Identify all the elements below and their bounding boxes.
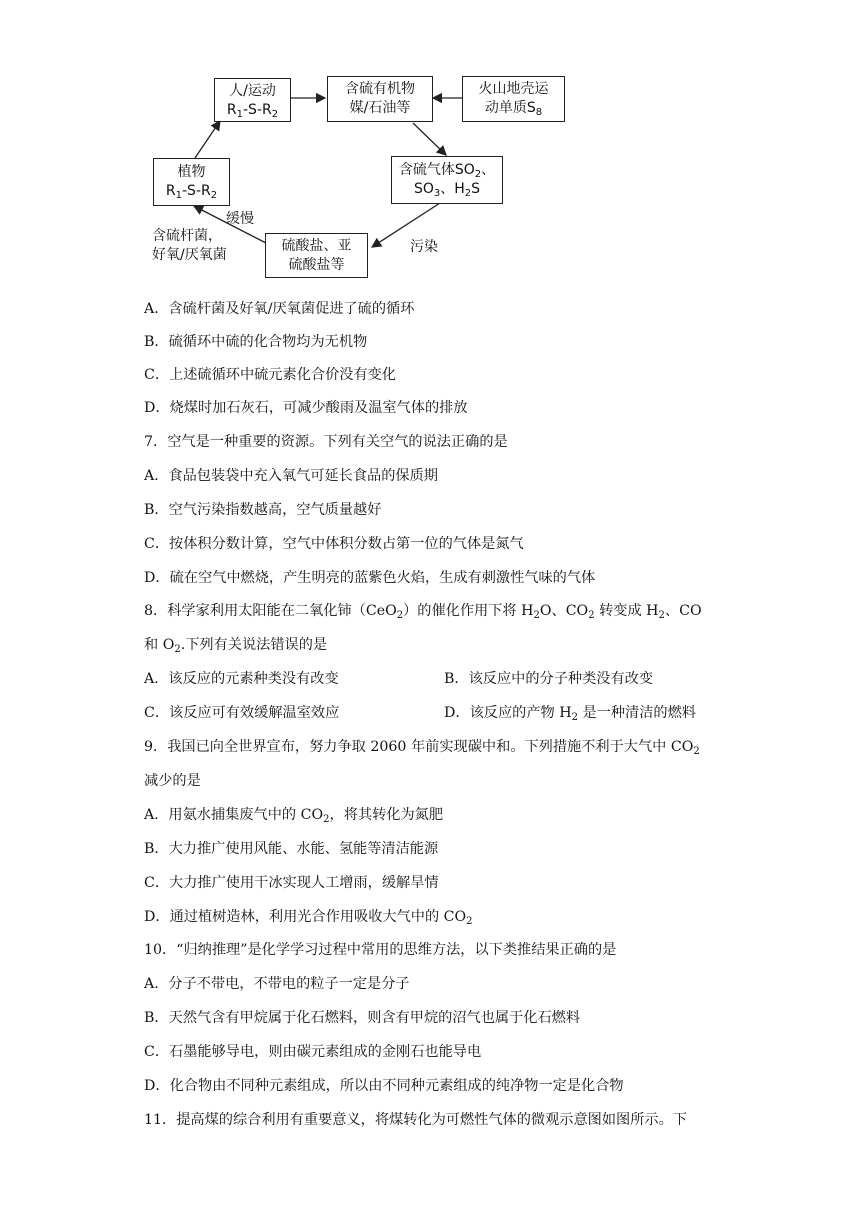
box-human-line1: 人/运动 (229, 83, 276, 99)
q7-stem: 7．空气是一种重要的资源。下列有关空气的说法正确的是 (144, 434, 508, 450)
arrow-organic-to-gas (413, 123, 446, 155)
label-pollution: 污染 (410, 239, 438, 255)
box-volcano (462, 76, 565, 122)
box-plant-line2: $R_1-S-R_2$ (165, 183, 218, 201)
q9-stem-line1: 9．我国已向全世界宣布，努力争取 2060 年前实现碳中和。下列措施不利于大气中 $CO_2$ (144, 739, 700, 757)
q6-option-d: D．烧煤时加石灰石，可减少酸雨及温室气体的排放 (144, 400, 468, 416)
q10-stem: 10．“归纳推理”是化学学习过程中常用的思维方法，以下类推结果正确的是 (144, 942, 617, 958)
q9-option-b: B．大力推广使用风能、水能、氢能等清洁能源 (144, 841, 439, 857)
box-human-line2: $R_1-S-R_2$ (226, 102, 279, 120)
q6-option-b: B．硫循环中硫的化合物均为无机物 (144, 334, 368, 350)
box-volcano-line1: 火山地壳运 (478, 81, 549, 97)
q9-stem-line2: 减少的是 (144, 773, 201, 789)
q10-option-a: A．分子不带电，不带电的粒子一定是分子 (144, 976, 410, 992)
q8-option-c: C．该反应可有效缓解温室效应 (144, 705, 340, 721)
q6-option-a: A．含硫杆菌及好氧/厌氧菌促进了硫的循环 (144, 301, 415, 317)
q10-option-c: C．石墨能够导电，则由碳元素组成的金刚石也能导电 (144, 1044, 482, 1060)
q10-option-b: B．天然气含有甲烷属于化石燃料，则含有甲烷的沼气也属于化石燃料 (144, 1010, 581, 1026)
q7-option-d: D．硫在空气中燃烧，产生明亮的蓝紫色火焰，生成有刺激性气味的气体 (144, 570, 596, 586)
box-sulfate-line2: 硫酸盐等 (288, 257, 345, 273)
box-sulfate-line1: 硫酸盐、亚 (281, 238, 352, 254)
q11-stem: 11．提高煤的综合利用有重要意义，将煤转化为可燃性气体的微观示意图如图所示。下 (144, 1112, 687, 1128)
q9-option-c: C．大力推广使用干冰实现人工增雨，缓解旱情 (144, 875, 439, 891)
q8-option-a: A．该反应的元素种类没有改变 (144, 671, 339, 687)
box-organic-line2: 媒/石油等 (349, 100, 411, 116)
box-sulfate (265, 233, 368, 278)
q8-stem-line2: 和 $O_2$.下列有关说法错误的是 (144, 637, 328, 655)
q7-option-c: C．按体积分数计算，空气中体积分数占第一位的气体是氮气 (144, 536, 524, 552)
q6-option-c: C．上述硫循环中硫元素化合价没有变化 (144, 367, 397, 383)
q8-stem-line1: 8．科学家利用太阳能在二氧化铈（CeO$_2$）的催化作用下将 $H_2O$、$CO_2$ 转变成 $H_2$、CO (144, 603, 702, 621)
q10-option-d: D．化合物由不同种元素组成，所以由不同种元素组成的纯净物一定是化合物 (144, 1078, 624, 1094)
q7-option-a: A．食品包装袋中充入氧气可延长食品的保质期 (144, 468, 438, 484)
q7-option-b: B．空气污染指数越高，空气质量越好 (144, 502, 382, 518)
box-volcano-line2: 动单质$S_8$ (484, 100, 543, 118)
q9-option-d: D．通过植树造林，利用光合作用吸收大气中的 $CO_2$ (144, 909, 473, 927)
box-sulfur-gas (391, 156, 503, 204)
label-bacteria-1: 含硫杆菌， (152, 228, 222, 244)
q8-option-d: D．该反应的产物 $H_2$ 是一种清洁的燃料 (444, 705, 696, 723)
box-plant (153, 158, 230, 206)
box-organic-line1: 含硫有机物 (345, 81, 415, 97)
box-plant-line1: 植物 (177, 164, 206, 180)
box-gas-line2: $SO_3$、$H_2S$ (413, 181, 481, 199)
box-gas-line1: 含硫气体$SO_2$、 (398, 162, 496, 180)
q9-option-a: A．用氨水捕集废气中的 $CO_2$，将其转化为氮肥 (144, 807, 444, 825)
label-slow: 缓慢 (226, 211, 254, 227)
q8-option-b: B．该反应中的分子种类没有改变 (444, 671, 654, 687)
label-bacteria-2: 好氧/厌氧菌 (152, 247, 227, 263)
box-organic-sulfur (327, 76, 433, 122)
box-human-activity (214, 78, 291, 122)
arrow-plant-to-human (195, 121, 220, 158)
